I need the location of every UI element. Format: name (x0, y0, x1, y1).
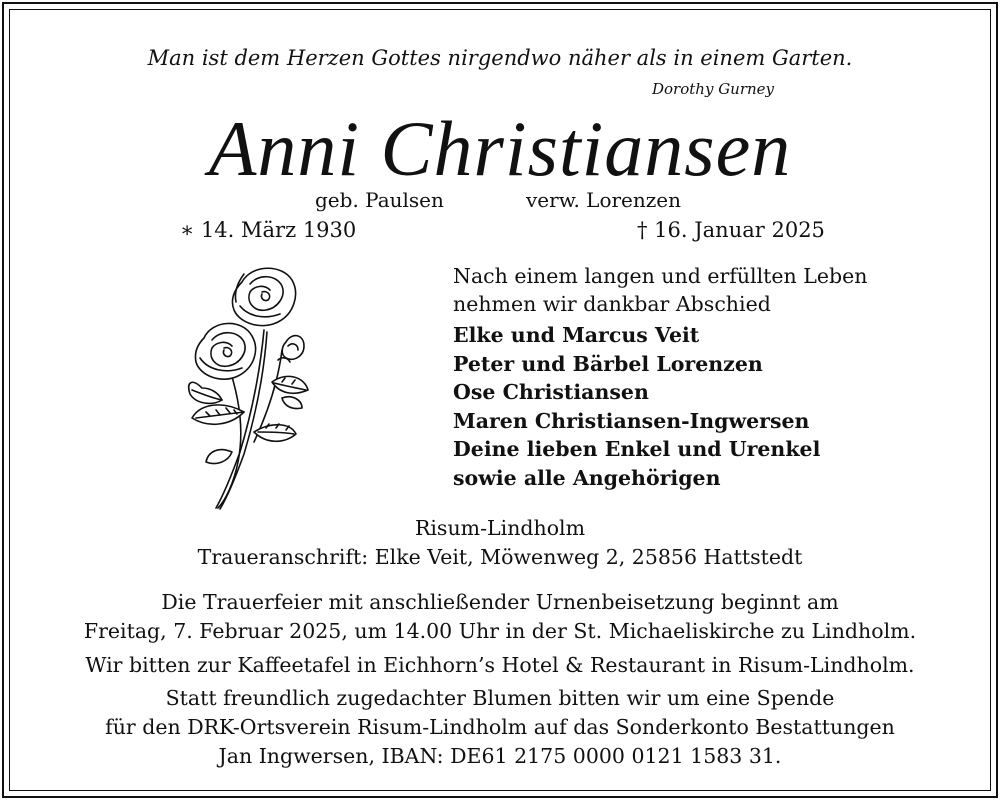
donation-line-2: für den DRK-Ortsverein Risum-Lindholm auf das Sonderkonto Bestattungen (105, 715, 895, 739)
intro-line-1: Nach einem langen und erfüllten Leben (453, 264, 868, 288)
place-name: Risum-Lindholm (414, 516, 586, 540)
mourner: Deine lieben Enkel und Urenkel (453, 437, 821, 461)
service-line-2: Freitag, 7. Februar 2025, um 14.00 Uhr in der St. Michaeliskirche zu Lindholm. (83, 619, 917, 643)
death-date: † 16. Januar 2025 (637, 218, 825, 242)
service-info (0, 588, 1000, 646)
donation-line-1: Statt freundlich zugedachter Blumen bitten wir um eine Spende (165, 686, 835, 710)
birth-name: geb. Paulsen (315, 188, 444, 212)
intro-line-2: nehmen wir dankbar Abschied (453, 292, 771, 316)
widowed-name: verw. Lorenzen (526, 188, 682, 212)
deceased-name: Anni Christiansen (208, 105, 792, 192)
mourner: Peter und Bärbel Lorenzen (453, 351, 763, 376)
farewell-intro (453, 262, 867, 318)
mourner: Elke und Marcus Veit (453, 323, 700, 347)
service-line-1: Die Trauerfeier mit anschließender Urnenbeisetzung beginnt am (161, 590, 839, 614)
quote-text: Man ist dem Herzen Gottes nirgendwo näher als in einem Garten. (147, 46, 853, 70)
mourners-list (453, 321, 820, 492)
mourner: Ose Christiansen (453, 380, 649, 404)
mourning-address: Traueranschrift: Elke Veit, Möwenweg 2, 25856 Hattstedt (197, 545, 803, 569)
rose-icon (182, 262, 318, 510)
birth-date: ∗ 14. März 1930 (180, 218, 357, 242)
mourner: sowie alle Angehörigen (453, 465, 721, 490)
donation-line-3: Jan Ingwersen, IBAN: DE61 2175 0000 0121 1583 31. (218, 744, 782, 768)
coffee-invitation: Wir bitten zur Kaffeetafel in Eichhorn’s Hotel & Restaurant in Risum-Lindholm. (85, 653, 915, 677)
mourner: Maren Christiansen-Ingwersen (453, 408, 810, 433)
quote-author: Dorothy Gurney (652, 80, 775, 98)
donation-info (0, 684, 1000, 771)
